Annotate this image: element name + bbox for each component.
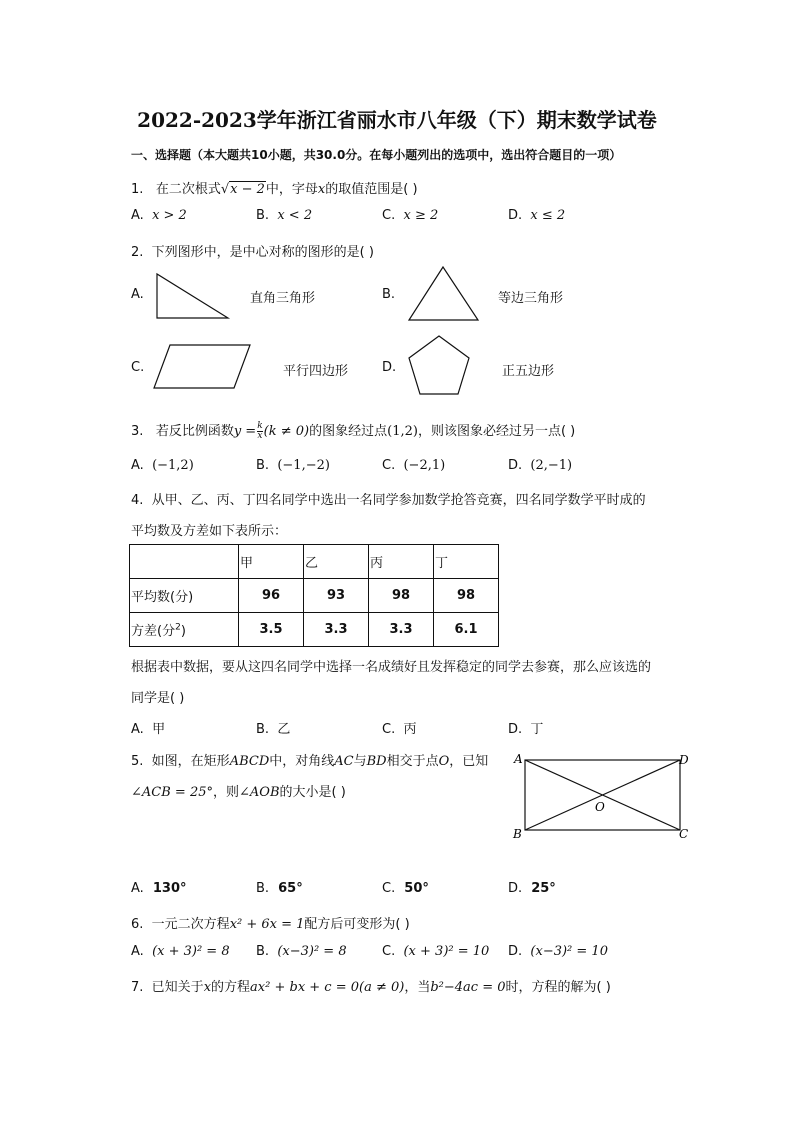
option-b: B. 65° bbox=[256, 881, 303, 896]
option-b: B. 乙 bbox=[256, 722, 291, 737]
table-cell: 98 bbox=[434, 579, 499, 613]
question-3 bbox=[131, 420, 575, 441]
question-text: 中，字母 bbox=[265, 182, 318, 197]
equation: ax² + bx + c = 0(a ≠ 0) bbox=[250, 980, 405, 995]
section-heading: 一、选择题（本大题共10小题，共30.0分。在每小题列出的选项中，选出符合题目的一项） bbox=[131, 148, 622, 162]
question-number: 6. bbox=[131, 917, 144, 932]
question-text: 若反比例函数 bbox=[155, 424, 234, 439]
option-d: D. x ≤ 2 bbox=[508, 208, 566, 223]
question-text: 的取值范围是( ) bbox=[325, 182, 418, 197]
option-c: C. (−2,1) bbox=[382, 458, 446, 473]
table-cell: 3.3 bbox=[304, 613, 369, 647]
option-d: D. 丁 bbox=[508, 722, 544, 737]
option-b: B. x < 2 bbox=[256, 208, 313, 223]
option-c: C. 50° bbox=[382, 881, 429, 896]
option-a: A. (x + 3)² = 8 bbox=[131, 944, 230, 959]
rectangle-figure bbox=[508, 750, 698, 845]
question-text: 的图象经过点 bbox=[309, 424, 388, 439]
option-d-caption: 正五边形 bbox=[502, 364, 555, 379]
question-number: 7. bbox=[131, 980, 144, 995]
question-6: 6. 一元二次方程x² + 6x = 1配方后可变形为( ) bbox=[131, 917, 410, 932]
option-d: D. (2,−1) bbox=[508, 458, 573, 473]
table-cell: 93 bbox=[304, 579, 369, 613]
question-text: 在二次根式 bbox=[155, 182, 221, 197]
vertex-label-b: B bbox=[513, 827, 522, 841]
option-d: D. 25° bbox=[508, 881, 556, 896]
table-cell: 3.5 bbox=[239, 613, 304, 647]
option-c: C. 丙 bbox=[382, 722, 417, 737]
option-c: C. x ≥ 2 bbox=[382, 208, 439, 223]
option-a: A. 130° bbox=[131, 881, 187, 896]
function-name: y = bbox=[233, 424, 257, 439]
equation: x² + 6x = 1 bbox=[229, 917, 305, 932]
right-triangle-icon bbox=[150, 270, 235, 322]
table-row bbox=[130, 579, 499, 613]
radicand: x − 2 bbox=[230, 182, 265, 197]
table-header-cell: 丙 bbox=[369, 545, 434, 579]
table-cell: 98 bbox=[369, 579, 434, 613]
table-header-cell bbox=[130, 545, 239, 579]
question-text-line2: ∠ACB = 25°，则∠AOB的大小是( ) bbox=[131, 785, 346, 800]
table-cell: 6.1 bbox=[434, 613, 499, 647]
vertex-label-a: A bbox=[514, 752, 523, 766]
question-4 bbox=[131, 489, 646, 508]
option-d-label: D. bbox=[382, 360, 397, 375]
table-cell: 3.3 bbox=[369, 613, 434, 647]
table-row bbox=[130, 613, 499, 647]
stats-table bbox=[129, 544, 499, 647]
vertex-label-d: D bbox=[679, 753, 689, 767]
page-title: 2022-2023学年浙江省丽水市八年级（下）期末数学试卷 bbox=[137, 108, 657, 132]
table-row-label: 平均数(分) bbox=[130, 579, 239, 613]
question-text: 下列图形中，是中心对称的图形的是( ) bbox=[151, 245, 374, 260]
table-row-label: 方差(分$^2$) bbox=[130, 613, 239, 647]
option-a: A. 甲 bbox=[131, 722, 166, 737]
parallelogram-icon bbox=[150, 340, 255, 394]
question-text: 根据表中数据，要从这四名同学中选择一名成绩好且发挥稳定的同学去参赛，那么应该选的 bbox=[131, 660, 652, 675]
option-c: C. (x + 3)² = 10 bbox=[382, 944, 490, 959]
option-b-caption: 等边三角形 bbox=[498, 291, 564, 306]
option-b: B. (−1,−2) bbox=[256, 458, 330, 473]
point: (1,2) bbox=[387, 424, 418, 439]
option-a-label: A. bbox=[131, 287, 144, 302]
condition: (k ≠ 0) bbox=[263, 424, 310, 439]
option-a-caption: 直角三角形 bbox=[250, 291, 316, 306]
question-number: 3. bbox=[131, 424, 144, 439]
question-5: 5. 如图，在矩形ABCD中，对角线AC与BD相交于点O，已知 bbox=[131, 754, 489, 769]
table-cell: 96 bbox=[239, 579, 304, 613]
option-b-label: B. bbox=[382, 287, 396, 302]
option-a: A. x > 2 bbox=[131, 208, 187, 223]
question-text-line2: 平均数及方差如下表所示： bbox=[131, 524, 288, 539]
vertex-label-o: O bbox=[595, 800, 605, 814]
question-text: ，则该图象必经过另一点( ) bbox=[417, 424, 576, 439]
table-header-cell: 甲 bbox=[239, 545, 304, 579]
question-7: 7. 已知关于x的方程ax² + bx + c = 0(a ≠ 0)，当b²−4ac = 0时，方程的解为( ) bbox=[131, 980, 611, 995]
question-number: 5. bbox=[131, 754, 144, 769]
option-a: A. (−1,2) bbox=[131, 458, 194, 473]
question-text: 从甲、乙、丙、丁四名同学中选出一名同学参加数学抢答竞赛，四名同学数学平时成的 bbox=[151, 493, 646, 508]
question-number: 4. bbox=[131, 493, 144, 508]
table-header-row bbox=[130, 545, 499, 579]
pentagon-icon bbox=[405, 333, 475, 399]
table-header-cell: 乙 bbox=[304, 545, 369, 579]
option-c-label: C. bbox=[131, 360, 145, 375]
fraction: $\frac{k}{x}$ bbox=[257, 421, 263, 441]
option-d: D. (x−3)² = 10 bbox=[508, 944, 608, 959]
question-text: 同学是( ) bbox=[131, 691, 185, 706]
option-c-caption: 平行四边形 bbox=[283, 364, 349, 379]
equilateral-triangle-icon bbox=[405, 264, 485, 324]
table-header-cell: 丁 bbox=[434, 545, 499, 579]
question-2 bbox=[131, 241, 374, 260]
discriminant: b²−4ac = 0 bbox=[430, 980, 506, 995]
question-number: 1. bbox=[131, 182, 144, 197]
option-b: B. (x−3)² = 8 bbox=[256, 944, 347, 959]
question-1: 1. 在二次根式√x − 2中，字母x的取值范围是( ) bbox=[131, 182, 418, 197]
variable: x bbox=[317, 182, 326, 197]
vertex-label-c: C bbox=[679, 827, 689, 841]
question-number: 2. bbox=[131, 245, 144, 260]
